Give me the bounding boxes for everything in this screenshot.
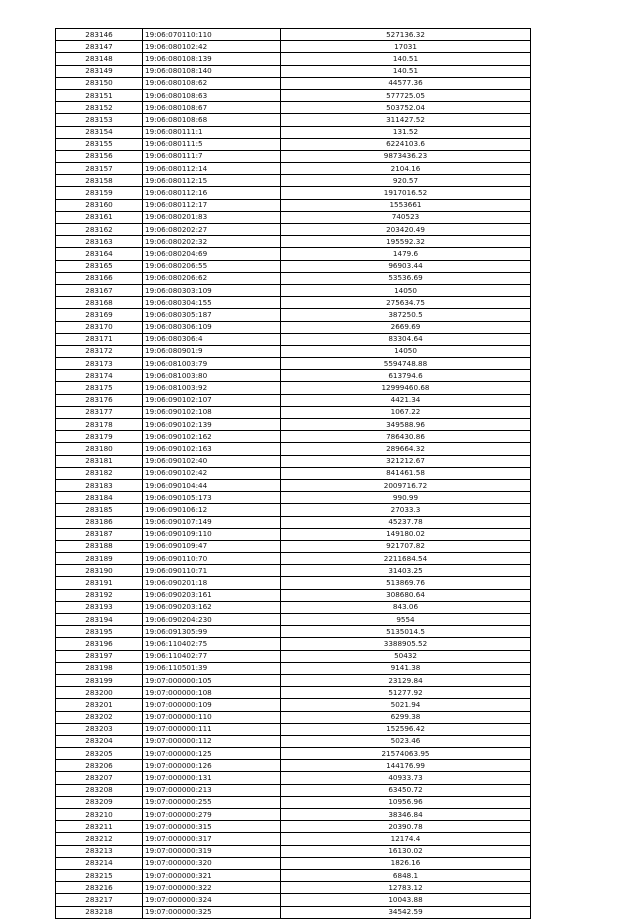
- value-cell: 2104.16: [281, 163, 531, 175]
- table-row: [56, 272, 531, 284]
- table-row: [56, 662, 531, 674]
- table-row: [56, 565, 531, 577]
- value-cell: 4421.34: [281, 394, 531, 406]
- value-cell: 195592.32: [281, 236, 531, 248]
- cadastral-number-cell: 19:06:080303:109: [143, 284, 281, 296]
- table-row: [56, 784, 531, 796]
- row-id-cell: 283172: [56, 345, 143, 357]
- row-id-cell: 283193: [56, 601, 143, 613]
- cadastral-number-cell: 19:07:000000:322: [143, 882, 281, 894]
- table-row: [56, 419, 531, 431]
- value-cell: 12174.4: [281, 833, 531, 845]
- table-row: [56, 833, 531, 845]
- cadastral-number-cell: 19:06:080108:140: [143, 65, 281, 77]
- table-row: [56, 102, 531, 114]
- row-id-cell: 283178: [56, 419, 143, 431]
- value-cell: 20390.78: [281, 821, 531, 833]
- cadastral-number-cell: 19:07:000000:255: [143, 796, 281, 808]
- value-cell: 31403.25: [281, 565, 531, 577]
- cadastral-number-cell: 19:06:081003:80: [143, 370, 281, 382]
- table-row: [56, 382, 531, 394]
- value-cell: 841461.58: [281, 467, 531, 479]
- cadastral-number-cell: 19:06:090106:12: [143, 504, 281, 516]
- value-cell: 21574063.95: [281, 748, 531, 760]
- cadastral-number-cell: 19:07:000000:108: [143, 687, 281, 699]
- row-id-cell: 283185: [56, 504, 143, 516]
- value-cell: 14050: [281, 345, 531, 357]
- cadastral-number-cell: 19:07:000000:324: [143, 894, 281, 906]
- table-row: [56, 711, 531, 723]
- cadastral-number-cell: 19:06:080102:42: [143, 41, 281, 53]
- cadastral-number-cell: 19:07:000000:317: [143, 833, 281, 845]
- table-row: [56, 321, 531, 333]
- value-cell: 921707.82: [281, 540, 531, 552]
- row-id-cell: 283148: [56, 53, 143, 65]
- value-cell: 9141.38: [281, 662, 531, 674]
- row-id-cell: 283162: [56, 224, 143, 236]
- value-cell: 349588.96: [281, 419, 531, 431]
- row-id-cell: 283175: [56, 382, 143, 394]
- value-cell: 577725.05: [281, 89, 531, 101]
- table-row: [56, 455, 531, 467]
- table-row: [56, 735, 531, 747]
- row-id-cell: 283191: [56, 577, 143, 589]
- cadastral-number-cell: 19:06:080206:62: [143, 272, 281, 284]
- cadastral-number-cell: 19:06:090109:110: [143, 528, 281, 540]
- table-row: [56, 906, 531, 918]
- value-cell: 203420.49: [281, 224, 531, 236]
- value-cell: 40933.73: [281, 772, 531, 784]
- row-id-cell: 283155: [56, 138, 143, 150]
- cadastral-number-cell: 19:06:080306:4: [143, 333, 281, 345]
- value-cell: 5594748.88: [281, 358, 531, 370]
- row-id-cell: 283149: [56, 65, 143, 77]
- table-row: [56, 869, 531, 881]
- table-row: [56, 41, 531, 53]
- value-cell: 144176.99: [281, 760, 531, 772]
- value-cell: 34542.59: [281, 906, 531, 918]
- cadastral-number-cell: 19:06:090110:70: [143, 553, 281, 565]
- row-id-cell: 283189: [56, 553, 143, 565]
- cadastral-number-cell: 19:06:080202:32: [143, 236, 281, 248]
- table-row: [56, 358, 531, 370]
- cadastral-number-cell: 19:06:091305:99: [143, 626, 281, 638]
- table-row: [56, 406, 531, 418]
- value-cell: 51277.92: [281, 687, 531, 699]
- value-cell: 920.57: [281, 175, 531, 187]
- table-row: [56, 479, 531, 491]
- row-id-cell: 283180: [56, 443, 143, 455]
- table-row: [56, 809, 531, 821]
- table-row: [56, 53, 531, 65]
- row-id-cell: 283154: [56, 126, 143, 138]
- row-id-cell: 283169: [56, 309, 143, 321]
- table-row: [56, 443, 531, 455]
- row-id-cell: 283167: [56, 284, 143, 296]
- value-cell: 786430.86: [281, 431, 531, 443]
- cadastral-number-cell: 19:06:090110:71: [143, 565, 281, 577]
- row-id-cell: 283204: [56, 735, 143, 747]
- cadastral-number-cell: 19:07:000000:315: [143, 821, 281, 833]
- table-row: [56, 260, 531, 272]
- value-cell: 3388905.52: [281, 638, 531, 650]
- cadastral-number-cell: 19:07:000000:320: [143, 857, 281, 869]
- row-id-cell: 283147: [56, 41, 143, 53]
- row-id-cell: 283206: [56, 760, 143, 772]
- table-row: [56, 150, 531, 162]
- table-row: [56, 248, 531, 260]
- row-id-cell: 283207: [56, 772, 143, 784]
- value-cell: 740523: [281, 211, 531, 223]
- cadastral-number-cell: 19:06:080206:55: [143, 260, 281, 272]
- row-id-cell: 283183: [56, 479, 143, 491]
- cadastral-number-cell: 19:06:080201:83: [143, 211, 281, 223]
- value-cell: 321212.67: [281, 455, 531, 467]
- row-id-cell: 283159: [56, 187, 143, 199]
- value-cell: 53536.69: [281, 272, 531, 284]
- row-id-cell: 283168: [56, 297, 143, 309]
- cadastral-number-cell: 19:07:000000:319: [143, 845, 281, 857]
- table-row: [56, 650, 531, 662]
- value-cell: 96903.44: [281, 260, 531, 272]
- row-id-cell: 283203: [56, 723, 143, 735]
- cadastral-number-cell: 19:06:110402:77: [143, 650, 281, 662]
- value-cell: 1553661: [281, 199, 531, 211]
- row-id-cell: 283174: [56, 370, 143, 382]
- value-cell: 2669.69: [281, 321, 531, 333]
- row-id-cell: 283179: [56, 431, 143, 443]
- cadastral-number-cell: 19:06:090102:42: [143, 467, 281, 479]
- row-id-cell: 283216: [56, 882, 143, 894]
- value-cell: 44577.36: [281, 77, 531, 89]
- value-cell: 10043.88: [281, 894, 531, 906]
- row-id-cell: 283195: [56, 626, 143, 638]
- cadastral-number-cell: 19:06:080112:15: [143, 175, 281, 187]
- row-id-cell: 283190: [56, 565, 143, 577]
- row-id-cell: 283158: [56, 175, 143, 187]
- table-row: [56, 772, 531, 784]
- cadastral-number-cell: 19:07:000000:110: [143, 711, 281, 723]
- table-row: [56, 638, 531, 650]
- table-row: [56, 114, 531, 126]
- row-id-cell: 283181: [56, 455, 143, 467]
- cadastral-number-cell: 19:07:000000:111: [143, 723, 281, 735]
- table-row: [56, 175, 531, 187]
- table-row: [56, 553, 531, 565]
- table-row: [56, 723, 531, 735]
- cadastral-number-cell: 19:06:080112:17: [143, 199, 281, 211]
- table-row: [56, 821, 531, 833]
- cadastral-number-cell: 19:06:080204:69: [143, 248, 281, 260]
- value-cell: 149180.02: [281, 528, 531, 540]
- table-row: [56, 65, 531, 77]
- row-id-cell: 283177: [56, 406, 143, 418]
- table-row: [56, 370, 531, 382]
- table-row: [56, 614, 531, 626]
- row-id-cell: 283200: [56, 687, 143, 699]
- value-cell: 503752.04: [281, 102, 531, 114]
- cadastral-number-cell: 19:06:090204:230: [143, 614, 281, 626]
- value-cell: 1067.22: [281, 406, 531, 418]
- value-cell: 527136.32: [281, 29, 531, 41]
- table-row: [56, 589, 531, 601]
- table-row: [56, 626, 531, 638]
- row-id-cell: 283173: [56, 358, 143, 370]
- value-cell: 2009716.72: [281, 479, 531, 491]
- cadastral-number-cell: 19:06:090107:149: [143, 516, 281, 528]
- cadastral-number-cell: 19:06:090102:40: [143, 455, 281, 467]
- value-cell: 12999460.68: [281, 382, 531, 394]
- value-cell: 9873436.23: [281, 150, 531, 162]
- table-row: [56, 699, 531, 711]
- value-cell: 2211684.54: [281, 553, 531, 565]
- row-id-cell: 283163: [56, 236, 143, 248]
- value-cell: 6224103.6: [281, 138, 531, 150]
- row-id-cell: 283157: [56, 163, 143, 175]
- value-cell: 990.99: [281, 492, 531, 504]
- cadastral-number-cell: 19:06:080111:5: [143, 138, 281, 150]
- cadastral-number-cell: 19:06:081003:92: [143, 382, 281, 394]
- value-cell: 50432: [281, 650, 531, 662]
- row-id-cell: 283194: [56, 614, 143, 626]
- value-cell: 513869.76: [281, 577, 531, 589]
- value-cell: 6299.38: [281, 711, 531, 723]
- value-cell: 1917016.52: [281, 187, 531, 199]
- table-row: [56, 601, 531, 613]
- table-row: [56, 211, 531, 223]
- row-id-cell: 283164: [56, 248, 143, 260]
- row-id-cell: 283153: [56, 114, 143, 126]
- value-cell: 140.51: [281, 53, 531, 65]
- row-id-cell: 283188: [56, 540, 143, 552]
- cadastral-number-cell: 19:06:090104:44: [143, 479, 281, 491]
- cadastral-number-cell: 19:06:090102:107: [143, 394, 281, 406]
- row-id-cell: 283199: [56, 674, 143, 686]
- cadastral-number-cell: 19:06:080108:62: [143, 77, 281, 89]
- value-cell: 308680.64: [281, 589, 531, 601]
- row-id-cell: 283186: [56, 516, 143, 528]
- row-id-cell: 283217: [56, 894, 143, 906]
- value-cell: 27033.3: [281, 504, 531, 516]
- value-cell: 10956.96: [281, 796, 531, 808]
- table-row: [56, 187, 531, 199]
- table-row: [56, 345, 531, 357]
- row-id-cell: 283170: [56, 321, 143, 333]
- table-row: [56, 394, 531, 406]
- cadastral-number-cell: 19:06:090203:162: [143, 601, 281, 613]
- cadastral-number-cell: 19:06:090102:163: [143, 443, 281, 455]
- row-id-cell: 283161: [56, 211, 143, 223]
- cadastral-number-cell: 19:06:080108:63: [143, 89, 281, 101]
- cadastral-number-cell: 19:06:070110:110: [143, 29, 281, 41]
- table-row: [56, 309, 531, 321]
- cadastral-number-cell: 19:06:090203:161: [143, 589, 281, 601]
- row-id-cell: 283202: [56, 711, 143, 723]
- table-row: [56, 163, 531, 175]
- value-cell: 38346.84: [281, 809, 531, 821]
- table-row: [56, 857, 531, 869]
- row-id-cell: 283205: [56, 748, 143, 760]
- value-cell: 5023.46: [281, 735, 531, 747]
- row-id-cell: 283151: [56, 89, 143, 101]
- value-cell: 387250.5: [281, 309, 531, 321]
- row-id-cell: 283215: [56, 869, 143, 881]
- value-cell: 140.51: [281, 65, 531, 77]
- cadastral-number-cell: 19:06:080108:68: [143, 114, 281, 126]
- table-row: [56, 504, 531, 516]
- cadastral-number-cell: 19:07:000000:321: [143, 869, 281, 881]
- row-id-cell: 283156: [56, 150, 143, 162]
- row-id-cell: 283208: [56, 784, 143, 796]
- row-id-cell: 283166: [56, 272, 143, 284]
- cadastral-number-cell: 19:06:090201:18: [143, 577, 281, 589]
- cadastral-number-cell: 19:06:110501:39: [143, 662, 281, 674]
- table-row: [56, 224, 531, 236]
- cadastral-number-cell: 19:06:080305:187: [143, 309, 281, 321]
- value-cell: 23129.84: [281, 674, 531, 686]
- table-body: [56, 29, 531, 919]
- row-id-cell: 283201: [56, 699, 143, 711]
- cadastral-number-cell: 19:06:090102:162: [143, 431, 281, 443]
- row-id-cell: 283160: [56, 199, 143, 211]
- cadastral-number-cell: 19:07:000000:125: [143, 748, 281, 760]
- table-row: [56, 674, 531, 686]
- value-cell: 83304.64: [281, 333, 531, 345]
- value-cell: 275634.75: [281, 297, 531, 309]
- cadastral-number-cell: 19:06:080112:16: [143, 187, 281, 199]
- cadastral-number-cell: 19:06:080304:155: [143, 297, 281, 309]
- value-cell: 613794.6: [281, 370, 531, 382]
- table-row: [56, 431, 531, 443]
- cadastral-number-cell: 19:06:080111:1: [143, 126, 281, 138]
- value-cell: 45237.78: [281, 516, 531, 528]
- cadastral-number-cell: 19:07:000000:126: [143, 760, 281, 772]
- row-id-cell: 283196: [56, 638, 143, 650]
- cadastral-number-cell: 19:06:080306:109: [143, 321, 281, 333]
- table-row: [56, 138, 531, 150]
- cadastral-number-cell: 19:07:000000:109: [143, 699, 281, 711]
- table-row: [56, 467, 531, 479]
- cadastral-number-cell: 19:06:090102:108: [143, 406, 281, 418]
- value-cell: 63450.72: [281, 784, 531, 796]
- row-id-cell: 283182: [56, 467, 143, 479]
- table-row: [56, 760, 531, 772]
- cadastral-number-cell: 19:07:000000:279: [143, 809, 281, 821]
- value-cell: 843.06: [281, 601, 531, 613]
- table-row: [56, 29, 531, 41]
- cadastral-number-cell: 19:07:000000:213: [143, 784, 281, 796]
- row-id-cell: 283171: [56, 333, 143, 345]
- cadastral-number-cell: 19:06:110402:75: [143, 638, 281, 650]
- cadastral-number-cell: 19:06:080108:139: [143, 53, 281, 65]
- table-row: [56, 882, 531, 894]
- table-row: [56, 516, 531, 528]
- value-cell: 6848.1: [281, 869, 531, 881]
- table-row: [56, 77, 531, 89]
- cadastral-number-cell: 19:07:000000:325: [143, 906, 281, 918]
- value-cell: 9554: [281, 614, 531, 626]
- cadastral-number-cell: 19:06:090105:173: [143, 492, 281, 504]
- value-cell: 311427.52: [281, 114, 531, 126]
- row-id-cell: 283213: [56, 845, 143, 857]
- row-id-cell: 283152: [56, 102, 143, 114]
- cadastral-number-cell: 19:07:000000:131: [143, 772, 281, 784]
- table-row: [56, 748, 531, 760]
- row-id-cell: 283198: [56, 662, 143, 674]
- value-cell: 17031: [281, 41, 531, 53]
- table-row: [56, 333, 531, 345]
- cadastral-number-cell: 19:06:080202:27: [143, 224, 281, 236]
- table-row: [56, 540, 531, 552]
- table-row: [56, 845, 531, 857]
- row-id-cell: 283210: [56, 809, 143, 821]
- value-cell: 1479.6: [281, 248, 531, 260]
- table-row: [56, 199, 531, 211]
- table-row: [56, 796, 531, 808]
- table-row: [56, 687, 531, 699]
- value-cell: 1826.16: [281, 857, 531, 869]
- table-row: [56, 492, 531, 504]
- table-row: [56, 297, 531, 309]
- table-row: [56, 236, 531, 248]
- cadastral-number-cell: 19:07:000000:112: [143, 735, 281, 747]
- cadastral-number-cell: 19:06:090109:47: [143, 540, 281, 552]
- row-id-cell: 283150: [56, 77, 143, 89]
- table-row: [56, 89, 531, 101]
- row-id-cell: 283146: [56, 29, 143, 41]
- table-row: [56, 284, 531, 296]
- cadastral-number-cell: 19:07:000000:105: [143, 674, 281, 686]
- value-cell: 5021.94: [281, 699, 531, 711]
- table-row: [56, 577, 531, 589]
- value-cell: 289664.32: [281, 443, 531, 455]
- row-id-cell: 283165: [56, 260, 143, 272]
- cadastral-number-cell: 19:06:081003:79: [143, 358, 281, 370]
- row-id-cell: 283187: [56, 528, 143, 540]
- row-id-cell: 283211: [56, 821, 143, 833]
- row-id-cell: 283212: [56, 833, 143, 845]
- row-id-cell: 283184: [56, 492, 143, 504]
- value-cell: 14050: [281, 284, 531, 296]
- data-table: [55, 28, 531, 919]
- value-cell: 152596.42: [281, 723, 531, 735]
- cadastral-number-cell: 19:06:090102:139: [143, 419, 281, 431]
- row-id-cell: 283192: [56, 589, 143, 601]
- row-id-cell: 283218: [56, 906, 143, 918]
- value-cell: 131.52: [281, 126, 531, 138]
- row-id-cell: 283209: [56, 796, 143, 808]
- table-row: [56, 894, 531, 906]
- cadastral-number-cell: 19:06:080111:7: [143, 150, 281, 162]
- value-cell: 16130.02: [281, 845, 531, 857]
- cadastral-number-cell: 19:06:080112:14: [143, 163, 281, 175]
- cadastral-number-cell: 19:06:080108:67: [143, 102, 281, 114]
- value-cell: 5135014.5: [281, 626, 531, 638]
- row-id-cell: 283197: [56, 650, 143, 662]
- row-id-cell: 283176: [56, 394, 143, 406]
- row-id-cell: 283214: [56, 857, 143, 869]
- cadastral-number-cell: 19:06:080901:9: [143, 345, 281, 357]
- table-row: [56, 126, 531, 138]
- value-cell: 12783.12: [281, 882, 531, 894]
- table-row: [56, 528, 531, 540]
